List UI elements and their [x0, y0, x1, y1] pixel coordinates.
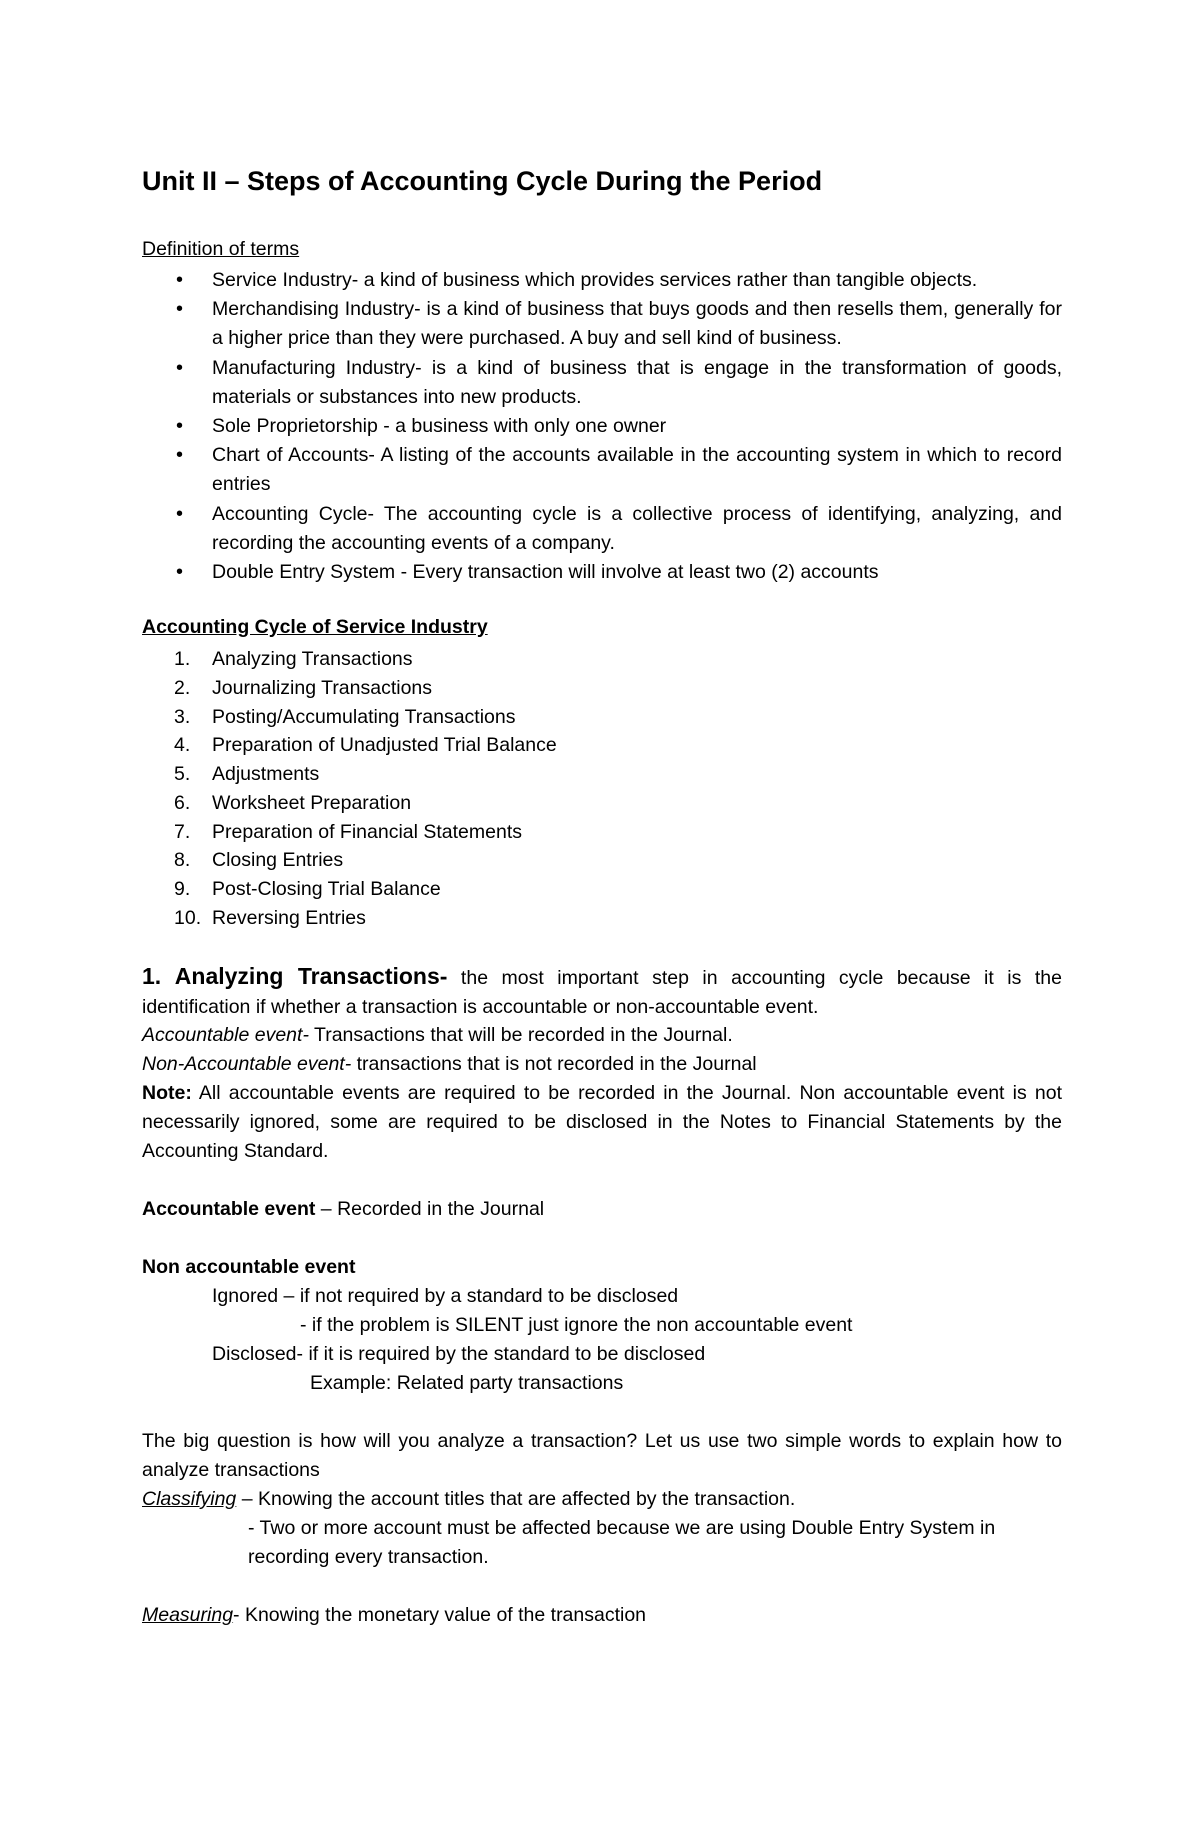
cycle-step: 9. Post-Closing Trial Balance [174, 878, 441, 900]
classifying-line: Classifying – Knowing the account titles that are affected by the transaction. [142, 1488, 796, 1510]
definition-item: • Chart of Accounts- A listing of the accounts available in the accounting system in which to record entries [212, 441, 1062, 499]
disclosed-line: Disclosed- if it is required by the standard to be disclosed [212, 1343, 706, 1365]
definition-item: • Service Industry- a kind of business which provides services rather than tangible objects. [212, 266, 1062, 295]
accountable-definition: Accountable event- Transactions that will be recorded in the Journal. [142, 1024, 733, 1046]
definition-item: • Merchandising Industry- is a kind of business that buys goods and then resells them, generally for a higher price than they were purchased. A buy and sell kind of business. [212, 295, 1062, 353]
cycle-step: 3. Posting/Accumulating Transactions [174, 706, 516, 728]
definition-item: • Accounting Cycle- The accounting cycle is a collective process of identifying, analyzing, and recording the accounting events of a company. [212, 500, 1062, 558]
note-paragraph: Note: All accountable events are required to be recorded in the Journal. Non accountable event is not necessarily ignored, some are required to be disclosed in the Notes to Financial Statements by the Accounting Standard. [142, 1082, 1062, 1162]
definition-item: • Sole Proprietorship - a business with only one owner [212, 412, 1062, 441]
cycle-step: 8. Closing Entries [174, 849, 344, 871]
cycle-step: 4. Preparation of Unadjusted Trial Balance [174, 734, 557, 756]
definition-item: • Manufacturing Industry- is a kind of business that is engage in the transformation of goods, materials or substances into new products. [212, 354, 1062, 412]
cycle-heading: Accounting Cycle of Service Industry [142, 616, 488, 638]
cycle-step: 1. Analyzing Transactions [174, 648, 413, 670]
cycle-step: 5. Adjustments [174, 763, 320, 785]
cycle-step: 10. Reversing Entries [174, 907, 366, 929]
classifying-subline: - Two or more account must be affected because we are using Double Entry System in recording every transaction. [248, 1517, 996, 1568]
measuring-line: Measuring- Knowing the monetary value of the transaction [142, 1604, 647, 1626]
definitions-heading: Definition of terms [142, 238, 300, 260]
question-paragraph: The big question is how will you analyze a transaction? Let us use two simple words to explain how to analyze transactions [142, 1430, 1062, 1481]
ignored-subline: - if the problem is SILENT just ignore the non accountable event [300, 1314, 853, 1336]
accountable-event-line: Accountable event – Recorded in the Journal [142, 1198, 545, 1220]
ignored-line: Ignored – if not required by a standard to be disclosed [212, 1285, 679, 1307]
analyzing-paragraph: 1. Analyzing Transactions- the most important step in accounting cycle because it is the identification if whether a transaction is accountable or non-accountable event. [142, 963, 1062, 1018]
example-line: Example: Related party transactions [310, 1372, 624, 1394]
cycle-step: 6. Worksheet Preparation [174, 792, 412, 814]
cycle-step: 7. Preparation of Financial Statements [174, 821, 523, 843]
non-accountable-heading: Non accountable event [142, 1256, 356, 1278]
cycle-step: 2. Journalizing Transactions [174, 677, 433, 699]
non-accountable-definition: Non-Accountable event- transactions that is not recorded in the Journal [142, 1053, 757, 1075]
definition-item: • Double Entry System - Every transaction will involve at least two (2) accounts [212, 558, 1062, 587]
page-title: Unit II – Steps of Accounting Cycle During the Period [142, 166, 823, 196]
